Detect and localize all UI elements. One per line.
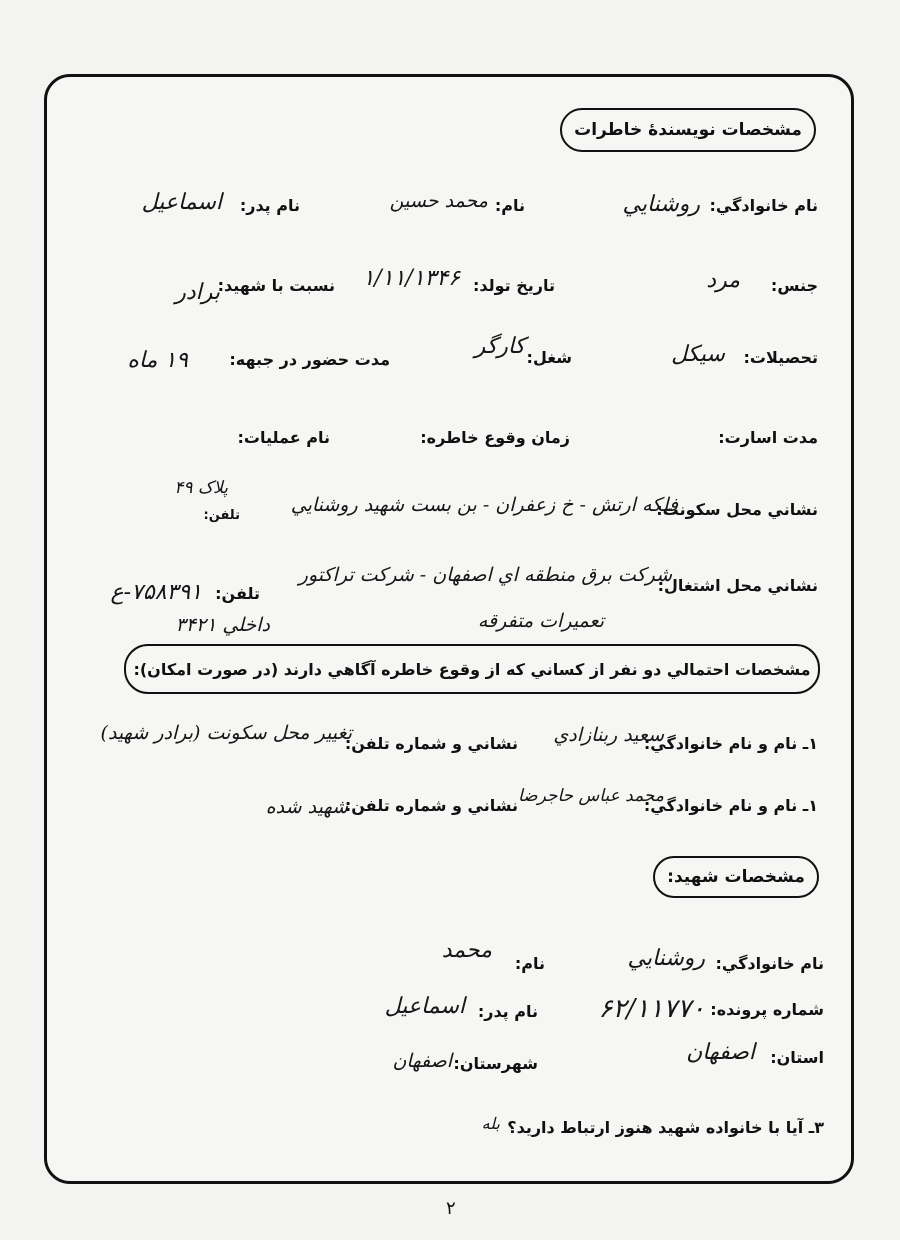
section-martyr-title xyxy=(653,856,819,898)
writer-gender-value: مرد xyxy=(706,268,740,293)
writer-father-value: اسماعيل xyxy=(141,190,222,215)
writer-work-phone-ext: داخلي ۳۴۲۱ xyxy=(175,614,270,636)
martyr-city-label: شهرستان: xyxy=(453,1054,538,1073)
writer-front-label: مدت حضور در جبهه: xyxy=(229,350,390,369)
writer-address-label: نشاني محل سكونت: xyxy=(656,500,818,519)
witness-2-addr: شهيد شده xyxy=(265,796,348,818)
witness-1-addr: تغيير محل سكونت (برادر شهيد) xyxy=(100,722,352,744)
section-martyr-title-text: مشخصات شهيد: xyxy=(667,867,805,887)
writer-work-value-2: تعميرات متفرقه xyxy=(477,610,604,632)
section-writer-title-text: مشخصات نويسندۀ خاطرات xyxy=(574,120,802,140)
writer-job-value: كارگر xyxy=(474,334,525,359)
martyr-file-value: ۶۲/۱۱۷۷۰ xyxy=(598,994,705,1024)
writer-gender-label: جنس: xyxy=(770,276,818,295)
writer-relation-label: نسبت با شهيد: xyxy=(217,276,335,295)
writer-relation-value: برادر xyxy=(175,280,220,305)
question-label: ۳ـ آيا با خانواده شهيد هنوز ارتباط داريد؟ xyxy=(507,1118,824,1137)
writer-address-value: فلكه ارتش - خ زعفران - بن بست شهيد روشنايي xyxy=(290,494,678,516)
writer-education-label: تحصيلات: xyxy=(743,348,818,367)
writer-operation-label: نام عمليات: xyxy=(237,428,330,447)
writer-work-phone-value: ۷۵۸۳۹۱-ع xyxy=(110,580,202,605)
writer-memory-time-label: زمان وقوع خاطره: xyxy=(420,428,570,447)
martyr-city-value: اصفهان xyxy=(392,1050,452,1072)
writer-captivity-label: مدت اسارت: xyxy=(718,428,818,447)
martyr-province-value: اصفهان xyxy=(686,1040,755,1065)
section-witness-title xyxy=(124,644,820,694)
martyr-province-label: استان: xyxy=(770,1048,824,1067)
question-answer: بله xyxy=(481,1114,500,1133)
witness-1-name: سعيد ربنازادي xyxy=(553,724,664,746)
section-writer-title xyxy=(560,108,816,152)
writer-family-label: نام خانوادگي: xyxy=(709,196,818,215)
martyr-file-label: شماره پرونده: xyxy=(710,1000,824,1019)
witness-1-addr-label: نشاني و شماره تلفن: xyxy=(344,734,518,753)
writer-work-value: شركت برق منطقه اي اصفهان - شركت تراكتور xyxy=(298,564,672,586)
witness-2-addr-label: نشاني و شماره تلفن: xyxy=(344,796,518,815)
writer-name-value: محمد حسين xyxy=(389,190,488,212)
writer-birth-value: ۱/۱۱/۱۳۴۶ xyxy=(362,266,460,291)
section-witness-title-text: مشخصات احتمالي دو نفر از كساني كه از وقوع خاطره آگاهي دارند (در صورت امكان): xyxy=(133,659,811,679)
witness-2-label: ۱ـ نام و نام خانوادگي: xyxy=(643,796,818,815)
writer-work-phone-label: تلفن: xyxy=(215,584,260,603)
writer-front-value: ۱۹ ماه xyxy=(127,348,188,373)
witness-1-label: ۱ـ نام و نام خانوادگي: xyxy=(643,734,818,753)
writer-family-value: روشنايي xyxy=(622,192,700,217)
writer-birth-label: تاريخ تولد: xyxy=(472,276,555,295)
writer-address-phone-label: تلفن: xyxy=(203,508,240,523)
martyr-family-value: روشنايي xyxy=(627,946,705,971)
writer-address-phone-value: پلاک ۴۹ xyxy=(174,478,228,498)
martyr-father-value: اسماعيل xyxy=(384,994,465,1019)
martyr-name-value: محمد xyxy=(441,938,492,963)
writer-job-label: شغل: xyxy=(526,348,572,367)
page-number: ۲ xyxy=(446,1198,456,1219)
writer-education-value: سيكل xyxy=(671,342,725,367)
writer-father-label: نام پدر: xyxy=(239,196,300,215)
martyr-father-label: نام پدر: xyxy=(477,1002,538,1021)
witness-2-name: محمد عباس حاجرضا xyxy=(517,786,664,806)
martyr-name-label: نام: xyxy=(514,954,545,973)
martyr-family-label: نام خانوادگي: xyxy=(715,954,824,973)
writer-name-label: نام: xyxy=(494,196,525,215)
writer-work-label: نشاني محل اشتغال: xyxy=(657,576,818,595)
